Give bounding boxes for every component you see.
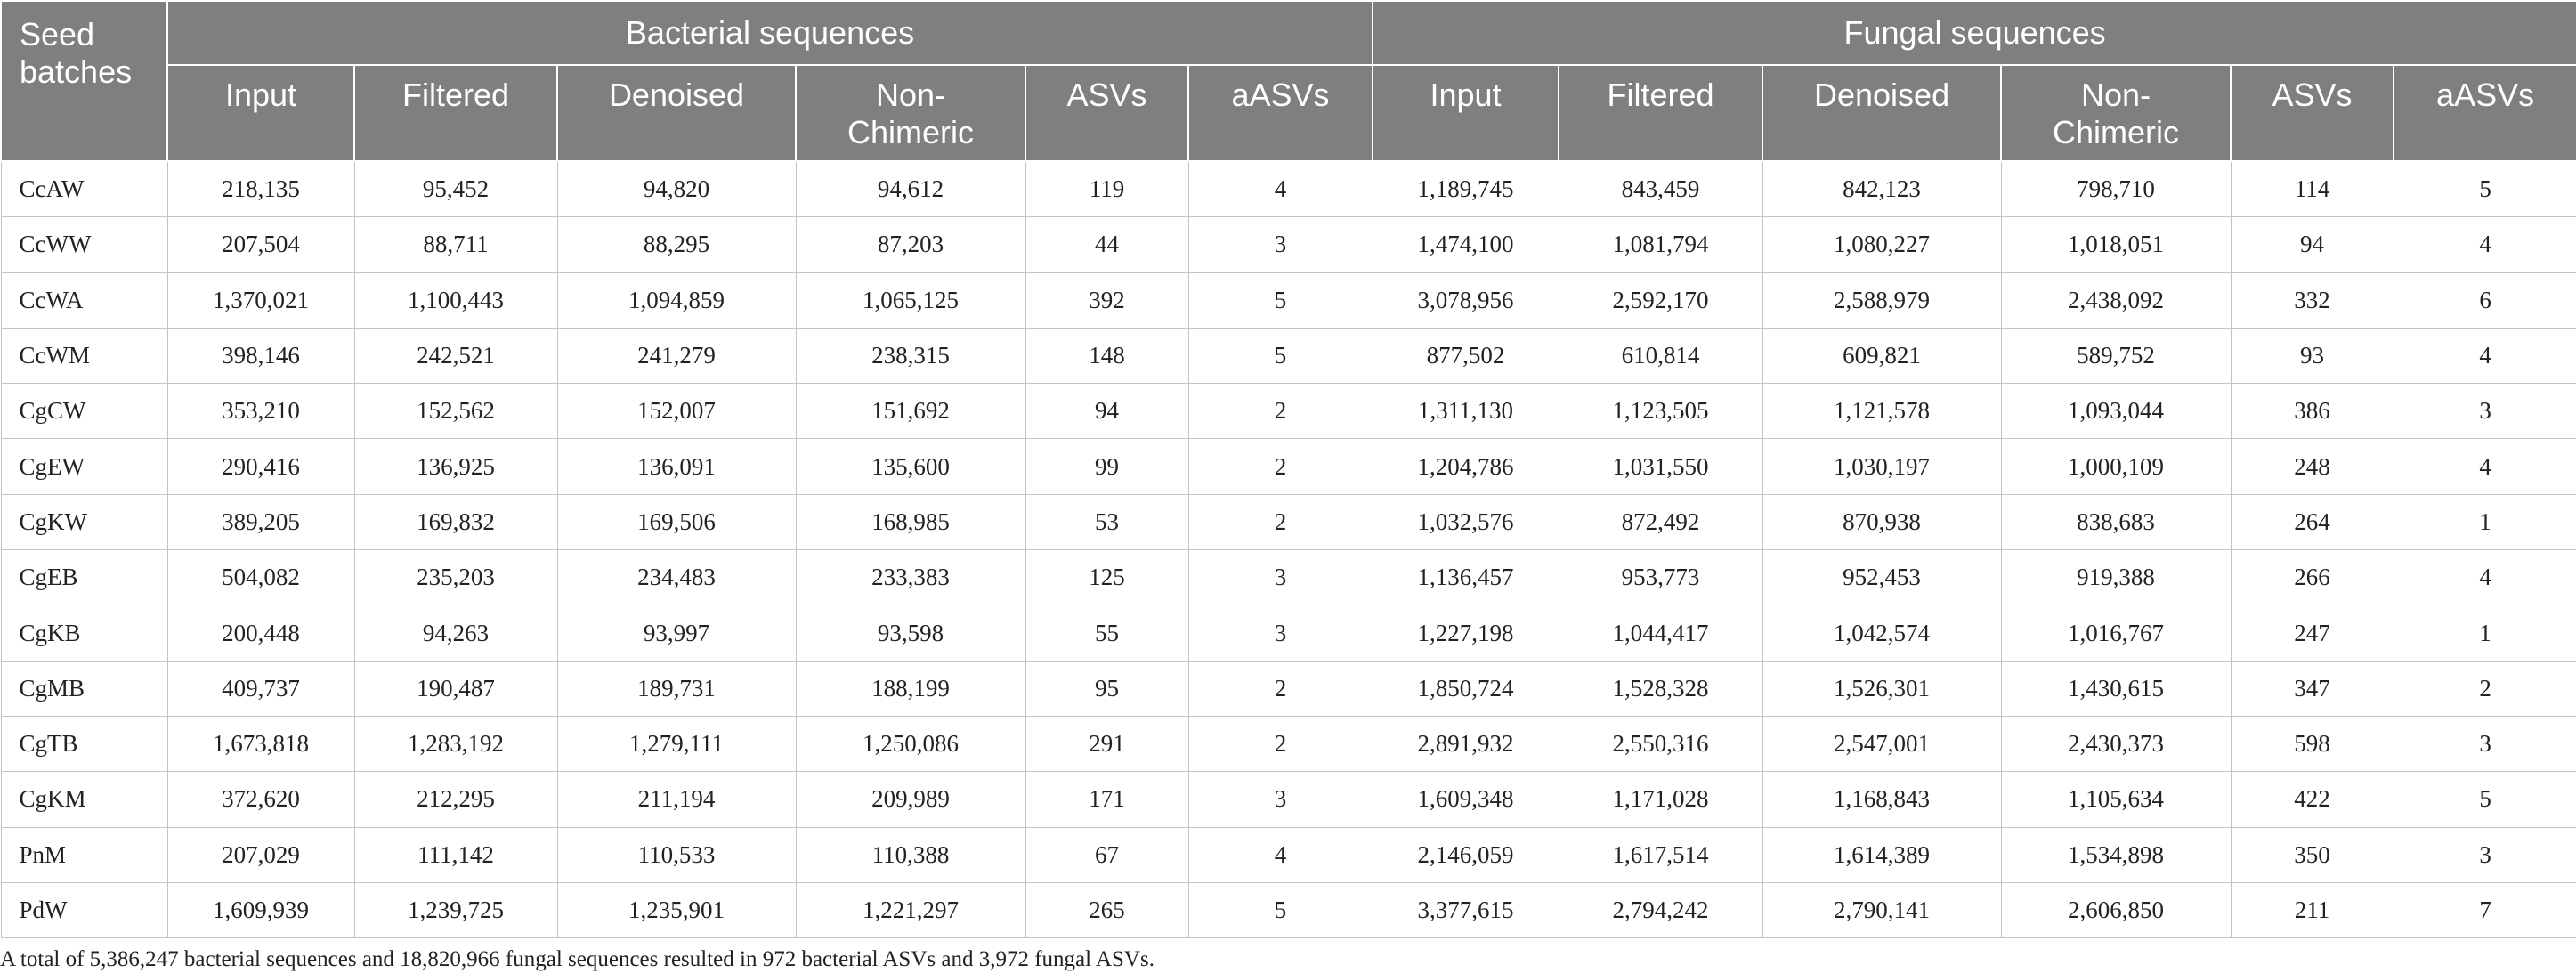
table-cell: 110,533 — [557, 827, 796, 882]
table-cell: 1,105,634 — [2001, 772, 2231, 827]
table-cell: 332 — [2231, 272, 2394, 328]
table-cell: 4 — [2394, 328, 2576, 383]
table-cell: 1,370,021 — [167, 272, 354, 328]
row-label: CgCW — [1, 384, 167, 439]
table-cell: 877,502 — [1373, 328, 1559, 383]
table-cell: 53 — [1025, 494, 1188, 549]
table-cell: 168,985 — [796, 494, 1025, 549]
table-cell: 422 — [2231, 772, 2394, 827]
seed-batches-header: Seed batches — [1, 1, 167, 161]
table-cell: 94 — [1025, 384, 1188, 439]
table-cell: 1 — [2394, 494, 2576, 549]
table-row — [1, 494, 2576, 549]
table-cell: 2,606,850 — [2001, 882, 2231, 937]
table-cell: 1,031,550 — [1559, 439, 1762, 494]
row-label: CgKB — [1, 605, 167, 661]
table-row — [1, 550, 2576, 605]
table-cell: 6 — [2394, 272, 2576, 328]
table-cell: 953,773 — [1559, 550, 1762, 605]
table-cell: 2,438,092 — [2001, 272, 2231, 328]
table-cell: 94,820 — [557, 161, 796, 217]
column-header-bacterial-input: Input — [167, 65, 354, 161]
table-cell: 798,710 — [2001, 161, 2231, 217]
row-label: CgMB — [1, 661, 167, 716]
table-row — [1, 716, 2576, 771]
table-cell: 212,295 — [354, 772, 557, 827]
table-cell: 7 — [2394, 882, 2576, 937]
table-cell: 211,194 — [557, 772, 796, 827]
table-cell: 1,235,901 — [557, 882, 796, 937]
table-cell: 598 — [2231, 716, 2394, 771]
table-cell: 1,227,198 — [1373, 605, 1559, 661]
table-cell: 119 — [1025, 161, 1188, 217]
table-cell: 872,492 — [1559, 494, 1762, 549]
table-cell: 389,205 — [167, 494, 354, 549]
column-header-bacterial-non-chimeric: Non- Chimeric — [796, 65, 1025, 161]
table-cell: 392 — [1025, 272, 1188, 328]
table-cell: 1,168,843 — [1762, 772, 2001, 827]
column-header-row — [1, 65, 2576, 161]
table-cell: 2 — [1188, 384, 1373, 439]
table-cell: 409,737 — [167, 661, 354, 716]
column-header-fungal-filtered: Filtered — [1559, 65, 1762, 161]
table-row — [1, 328, 2576, 383]
row-label: CcWA — [1, 272, 167, 328]
table-row — [1, 661, 2576, 716]
table-cell: 211 — [2231, 882, 2394, 937]
row-label: CgTB — [1, 716, 167, 771]
table-cell: 247 — [2231, 605, 2394, 661]
row-label: CcAW — [1, 161, 167, 217]
table-cell: 264 — [2231, 494, 2394, 549]
table-cell: 1,065,125 — [796, 272, 1025, 328]
column-header-bacterial-asvs: ASVs — [1025, 65, 1188, 161]
table-cell: 234,483 — [557, 550, 796, 605]
table-cell: 3 — [1188, 550, 1373, 605]
table-cell: 94,612 — [796, 161, 1025, 217]
row-label: CcWW — [1, 217, 167, 272]
table-cell: 148 — [1025, 328, 1188, 383]
table-cell: 1,283,192 — [354, 716, 557, 771]
table-row — [1, 882, 2576, 937]
table-cell: 1,430,615 — [2001, 661, 2231, 716]
table-cell: 110,388 — [796, 827, 1025, 882]
table-cell: 171 — [1025, 772, 1188, 827]
table-cell: 242,521 — [354, 328, 557, 383]
table-cell: 1,528,328 — [1559, 661, 1762, 716]
table-cell: 44 — [1025, 217, 1188, 272]
table-cell: 152,562 — [354, 384, 557, 439]
table-cell: 1,080,227 — [1762, 217, 2001, 272]
table-cell: 95,452 — [354, 161, 557, 217]
table-cell: 235,203 — [354, 550, 557, 605]
table-cell: 347 — [2231, 661, 2394, 716]
table-cell: 2 — [1188, 716, 1373, 771]
table-cell: 207,504 — [167, 217, 354, 272]
table-footnote: A total of 5,386,247 bacterial sequences and 18,820,966 fungal sequences resulted in 972 bacterial ASVs and 3,972 fungal ASVs. — [0, 947, 1154, 971]
table-cell: 2 — [1188, 494, 1373, 549]
table-cell: 4 — [1188, 161, 1373, 217]
table-cell: 372,620 — [167, 772, 354, 827]
table-cell: 93,997 — [557, 605, 796, 661]
table-cell: 241,279 — [557, 328, 796, 383]
column-header-fungal-non-chimeric: Non- Chimeric — [2001, 65, 2231, 161]
table-cell: 136,925 — [354, 439, 557, 494]
table-cell: 1,123,505 — [1559, 384, 1762, 439]
table-cell: 1,093,044 — [2001, 384, 2231, 439]
table-cell: 1,617,514 — [1559, 827, 1762, 882]
table-body — [1, 161, 2576, 938]
table-cell: 87,203 — [796, 217, 1025, 272]
table-cell: 290,416 — [167, 439, 354, 494]
table-cell: 266 — [2231, 550, 2394, 605]
table-cell: 2 — [1188, 661, 1373, 716]
table-cell: 1,016,767 — [2001, 605, 2231, 661]
table-cell: 1,204,786 — [1373, 439, 1559, 494]
table-cell: 55 — [1025, 605, 1188, 661]
table-cell: 200,448 — [167, 605, 354, 661]
table-row — [1, 827, 2576, 882]
table-cell: 209,989 — [796, 772, 1025, 827]
table-cell: 1,000,109 — [2001, 439, 2231, 494]
table-cell: 1,171,028 — [1559, 772, 1762, 827]
table-cell: 1,609,348 — [1373, 772, 1559, 827]
table-cell: 870,938 — [1762, 494, 2001, 549]
table-cell: 169,832 — [354, 494, 557, 549]
table-cell: 188,199 — [796, 661, 1025, 716]
table-cell: 5 — [1188, 272, 1373, 328]
table-cell: 838,683 — [2001, 494, 2231, 549]
row-label: CgKW — [1, 494, 167, 549]
table-cell: 1,474,100 — [1373, 217, 1559, 272]
table-cell: 1,044,417 — [1559, 605, 1762, 661]
table-row — [1, 161, 2576, 217]
table-cell: 2,790,141 — [1762, 882, 2001, 937]
table-cell: 1,673,818 — [167, 716, 354, 771]
column-header-bacterial-aasvs: aASVs — [1188, 65, 1373, 161]
table-cell: 1,279,111 — [557, 716, 796, 771]
table-cell: 843,459 — [1559, 161, 1762, 217]
table-row — [1, 217, 2576, 272]
table-cell: 353,210 — [167, 384, 354, 439]
table-cell: 1,018,051 — [2001, 217, 2231, 272]
table-cell: 3 — [1188, 772, 1373, 827]
table-cell: 1,311,130 — [1373, 384, 1559, 439]
table-cell: 94 — [2231, 217, 2394, 272]
table-cell: 842,123 — [1762, 161, 2001, 217]
row-label: PnM — [1, 827, 167, 882]
table-cell: 93 — [2231, 328, 2394, 383]
table-cell: 2,891,932 — [1373, 716, 1559, 771]
column-header-bacterial-denoised: Denoised — [557, 65, 796, 161]
table-cell: 504,082 — [167, 550, 354, 605]
table-cell: 1,526,301 — [1762, 661, 2001, 716]
table-cell: 589,752 — [2001, 328, 2231, 383]
table-cell: 265 — [1025, 882, 1188, 937]
column-header-fungal-aasvs: aASVs — [2394, 65, 2576, 161]
table-cell: 2 — [2394, 661, 2576, 716]
table-cell: 2,592,170 — [1559, 272, 1762, 328]
row-label: CgKM — [1, 772, 167, 827]
table-cell: 919,388 — [2001, 550, 2231, 605]
table-cell: 1,250,086 — [796, 716, 1025, 771]
table-cell: 609,821 — [1762, 328, 2001, 383]
table-cell: 125 — [1025, 550, 1188, 605]
table-cell: 218,135 — [167, 161, 354, 217]
table-cell: 136,091 — [557, 439, 796, 494]
table-cell: 4 — [2394, 550, 2576, 605]
table-cell: 3,078,956 — [1373, 272, 1559, 328]
table-cell: 4 — [2394, 217, 2576, 272]
table-cell: 1,239,725 — [354, 882, 557, 937]
table-row — [1, 439, 2576, 494]
table-cell: 1,614,389 — [1762, 827, 2001, 882]
table-cell: 169,506 — [557, 494, 796, 549]
table-cell: 4 — [1188, 827, 1373, 882]
table-cell: 2,588,979 — [1762, 272, 2001, 328]
column-header-fungal-denoised: Denoised — [1762, 65, 2001, 161]
table-cell: 5 — [1188, 328, 1373, 383]
table-cell: 2,794,242 — [1559, 882, 1762, 937]
table-cell: 398,146 — [167, 328, 354, 383]
table-cell: 5 — [2394, 772, 2576, 827]
table-cell: 3 — [2394, 827, 2576, 882]
table-cell: 3,377,615 — [1373, 882, 1559, 937]
table-cell: 93,598 — [796, 605, 1025, 661]
row-label: CgEW — [1, 439, 167, 494]
table-cell: 151,692 — [796, 384, 1025, 439]
table-cell: 99 — [1025, 439, 1188, 494]
table-cell: 1,534,898 — [2001, 827, 2231, 882]
table-cell: 207,029 — [167, 827, 354, 882]
table-cell: 2,550,316 — [1559, 716, 1762, 771]
table-row — [1, 272, 2576, 328]
table-cell: 3 — [2394, 384, 2576, 439]
table-cell: 386 — [2231, 384, 2394, 439]
table-cell: 1,032,576 — [1373, 494, 1559, 549]
table-cell: 1,030,197 — [1762, 439, 2001, 494]
table-cell: 1,221,297 — [796, 882, 1025, 937]
table-cell: 1 — [2394, 605, 2576, 661]
table-cell: 1,042,574 — [1762, 605, 2001, 661]
table-cell: 1,094,859 — [557, 272, 796, 328]
table-cell: 95 — [1025, 661, 1188, 716]
table-cell: 952,453 — [1762, 550, 2001, 605]
table-cell: 233,383 — [796, 550, 1025, 605]
table-row — [1, 384, 2576, 439]
table-cell: 1,609,939 — [167, 882, 354, 937]
table-cell: 3 — [1188, 605, 1373, 661]
fungal-sequences-header: Fungal sequences — [1373, 1, 2576, 65]
table-cell: 114 — [2231, 161, 2394, 217]
table-cell: 1,100,443 — [354, 272, 557, 328]
table-cell: 189,731 — [557, 661, 796, 716]
bacterial-sequences-header: Bacterial sequences — [167, 1, 1373, 65]
table-cell: 1,189,745 — [1373, 161, 1559, 217]
row-label: CcWM — [1, 328, 167, 383]
table-cell: 88,711 — [354, 217, 557, 272]
table-cell: 88,295 — [557, 217, 796, 272]
column-header-fungal-asvs: ASVs — [2231, 65, 2394, 161]
table-cell: 248 — [2231, 439, 2394, 494]
table-cell: 2,146,059 — [1373, 827, 1559, 882]
table-cell: 67 — [1025, 827, 1188, 882]
table-cell: 5 — [1188, 882, 1373, 937]
table-cell: 2,547,001 — [1762, 716, 2001, 771]
table-row — [1, 772, 2576, 827]
table-cell: 190,487 — [354, 661, 557, 716]
column-header-bacterial-filtered: Filtered — [354, 65, 557, 161]
table-cell: 5 — [2394, 161, 2576, 217]
table-cell: 2 — [1188, 439, 1373, 494]
row-label: PdW — [1, 882, 167, 937]
table-cell: 94,263 — [354, 605, 557, 661]
row-label: CgEB — [1, 550, 167, 605]
table-cell: 1,081,794 — [1559, 217, 1762, 272]
table-cell: 2,430,373 — [2001, 716, 2231, 771]
table-cell: 1,121,578 — [1762, 384, 2001, 439]
table-cell: 291 — [1025, 716, 1188, 771]
table-cell: 238,315 — [796, 328, 1025, 383]
table-cell: 610,814 — [1559, 328, 1762, 383]
table-cell: 3 — [1188, 217, 1373, 272]
table-header — [1, 1, 2576, 161]
table-cell: 4 — [2394, 439, 2576, 494]
table-cell: 1,136,457 — [1373, 550, 1559, 605]
table-cell: 135,600 — [796, 439, 1025, 494]
table-cell: 350 — [2231, 827, 2394, 882]
table-row — [1, 605, 2576, 661]
table-cell: 3 — [2394, 716, 2576, 771]
column-header-fungal-input: Input — [1373, 65, 1559, 161]
table-cell: 111,142 — [354, 827, 557, 882]
table-cell: 152,007 — [557, 384, 796, 439]
table-cell: 1,850,724 — [1373, 661, 1559, 716]
